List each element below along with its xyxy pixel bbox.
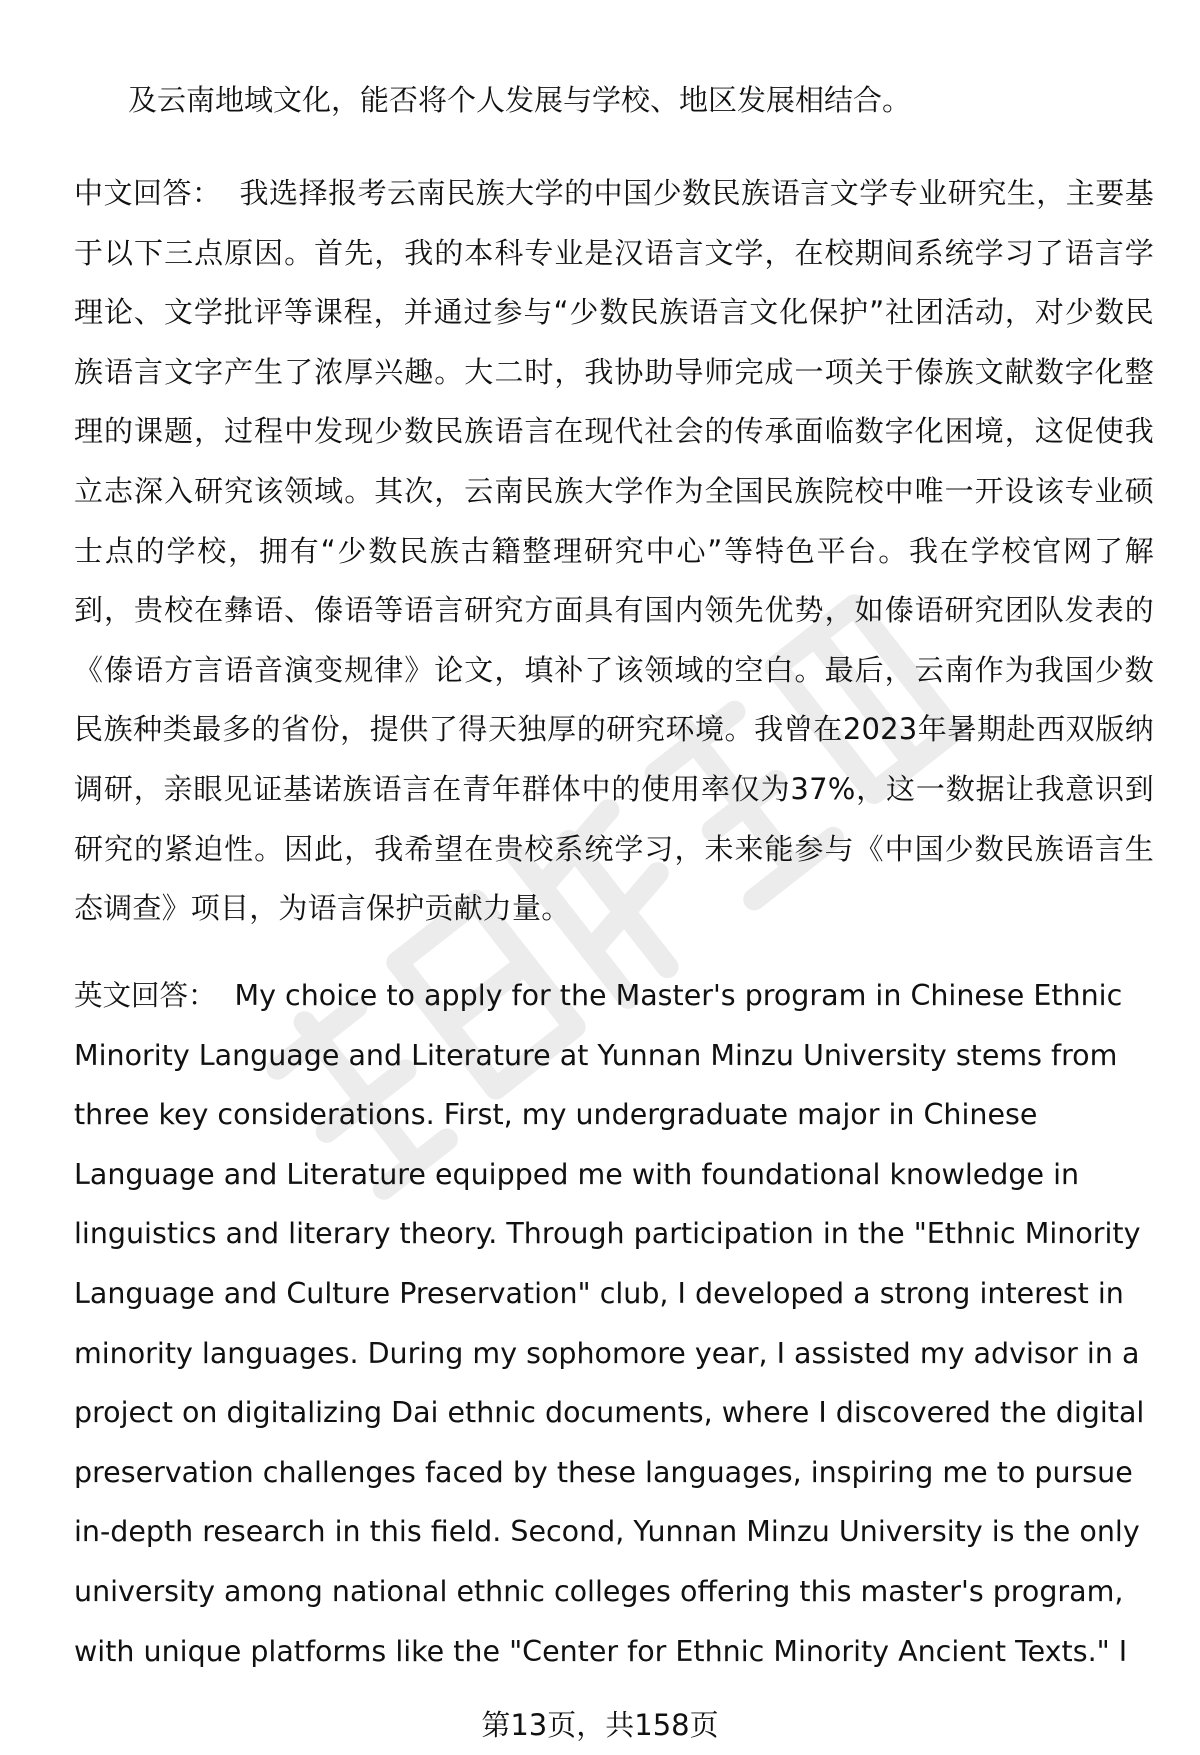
chinese-answer-label: 中文回答： bbox=[74, 176, 222, 210]
page-number-footer: 第13页，共158页 bbox=[481, 1708, 719, 1742]
english-answer-label: 英文回答： bbox=[74, 979, 217, 1012]
chinese-answer-paragraph bbox=[74, 164, 1154, 939]
chinese-answer-text: 我选择报考云南民族大学的中国少数民族语言文学专业研究生，主要基于以下三点原因。首先，我的本科专业是汉语言文学，在校期间系统学习了语言学理论、文学批评等课程，并通过参与“少数民族语言文化保护”社团活动，对少数民族语言文字产生了浓厚兴趣。大二时，我协助导师完成一项关于傣族文献数字化整理的课题，过程中发现少数民族语言在现代社会的传承面临数字化困境，这促使我立志深入研究该领域。其次，云南民族大学作为全国民族院校中唯一开设该专业硕士点的学校，拥有“少数民族古籍整理研究中心”等特色平台。我在学校官网了解到，贵校在彝语、傣语等语言研究方面具有国内领先优势，如傣语研究团队发表的《傣语方言语音演变规律》论文，填补了该领域的空白。最后，云南作为我国少数民族种类最多的省份，提供了得天独厚的研究环境。我曾在2023年暑期赴西双版纳调研，亲眼见证基诺族语言在青年群体中的使用率仅为37%，这一数据让我意识到研究的紧迫性。因此，我希望在贵校系统学习，未来能参与《中国少数民族语言生态调查》项目，为语言保护贡献力量。 bbox=[74, 176, 1154, 926]
english-answer-paragraph bbox=[74, 966, 1154, 1681]
english-answer-text: My choice to apply for the Master's program in Chinese Ethnic Minority Language and Literature at Yunnan Minzu University stems from three key considerations. First, my undergraduate major in Chinese Language and Literature equipped me with foundational knowledge in linguistics and literary theory. Through participation in the "Ethnic Minority Language and Culture Preservation" club, I developed a strong interest in minority languages. During my sophomore year, I assisted my advisor in a project on digitalizing Dai ethnic documents, where I discovered the digital preservation challenges faced by these languages, inspiring me to pursue in-depth research in this field. Second, Yunnan Minzu University is the only university among national ethnic colleges offering this master's program, with unique platforms like the "Center for Ethnic Minority Ancient Texts." I bbox=[74, 979, 1145, 1668]
continuation-line: 及云南地域文化，能否将个人发展与学校、地区发展相结合。 bbox=[128, 83, 912, 117]
